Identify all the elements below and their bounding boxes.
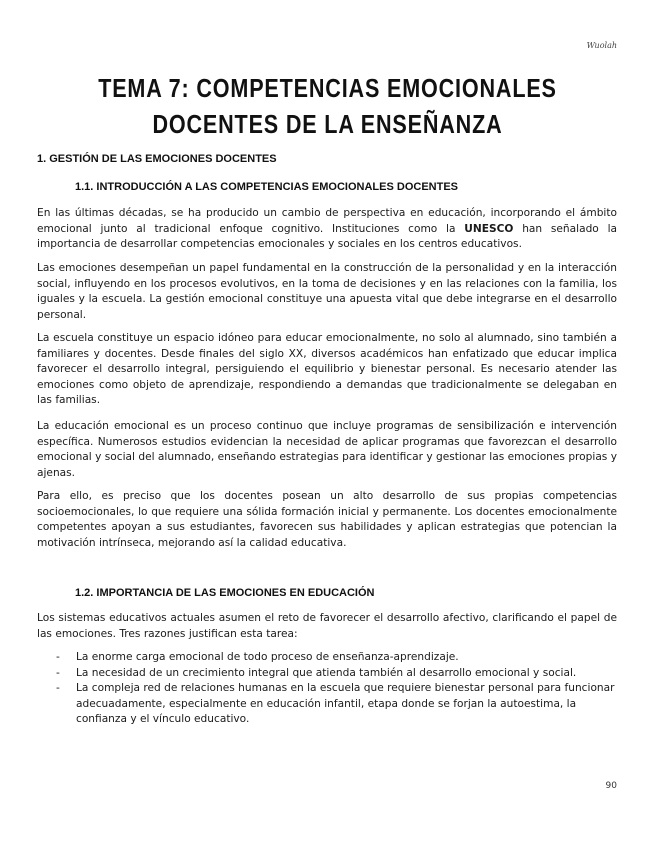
list-item-text: La compleja red de relaciones humanas en la escuela que requiere bienestar personal para funcionar adecuadamente, especialmente en educación infantil, etapa donde se forjan la autoestima, la confianza y el vínculo educativo.	[76, 682, 615, 726]
bullet-marker: -	[56, 682, 60, 695]
bullet-marker: -	[56, 651, 60, 663]
paragraph: Los sistemas educativos actuales asumen el reto de favorecer el desarrollo afectivo, clarificando el papel de las emociones. Tres razones justifican esta tarea:	[37, 612, 617, 640]
list-item	[56, 666, 618, 682]
paragraph: Para ello, es preciso que los docentes posean un alto desarrollo de sus propias competencias socioemocionales, lo que requiere una sólida formación inicial y permanente. Los docentes emocionalmente competentes apoyan a sus estudiantes, favorecen sus habilidades y aplican estrategias que potencian la motivación intrínseca, mejorando así la calidad educativa.	[37, 490, 617, 549]
paragraph-text: En las últimas décadas, se ha producido un cambio de perspectiva en educación, incorporando el ámbito emocional junto al tradicional enfoque cognitivo. Instituciones como la	[37, 207, 617, 235]
section-heading: 1. GESTIÓN DE LAS EMOCIONES DOCENTES	[37, 153, 277, 165]
list-item-text: La enorme carga emocional de todo proceso de enseñanza-aprendizaje.	[76, 651, 459, 663]
bullet-list	[56, 650, 618, 728]
paragraph: Las emociones desempeñan un papel fundamental en la construcción de la personalidad y en la interacción social, influyendo en los procesos evolutivos, en la toma de decisiones y en las relaciones con la familia, los iguales y la escuela. La gestión emocional constituye una apuesta vital que debe integrarse en el desarrollo personal.	[37, 262, 617, 321]
page-number: 90	[605, 781, 617, 791]
list-item-text: La necesidad de un crecimiento integral que atienda también al desarrollo emocional y social.	[76, 666, 577, 679]
list-item	[56, 681, 618, 728]
paragraph: La educación emocional es un proceso continuo que incluye programas de sensibilización e intervención específica. Numerosos estudios evidencian la necesidad de aplicar programas que favorezcan el desarrollo emocional y social del alumnado, enseñando estrategias para identificar y gestionar las emociones propias y ajenas.	[37, 420, 617, 479]
subsection-heading-importancia: 1.2. IMPORTANCIA DE LAS EMOCIONES EN EDUCACIÓN	[75, 587, 375, 599]
paragraph-text: han señalado la importancia de desarrollar competencias emocionales y sociales en los centros educativos.	[37, 222, 618, 251]
paragraph-strong-text: UNESCO	[464, 222, 514, 235]
bullet-marker: -	[56, 666, 60, 679]
page-title: TEMA 7: COMPETENCIAS EMOCIONALES DOCENTES DE LA ENSEÑANZA	[98, 73, 557, 139]
paragraph	[37, 206, 617, 253]
brand-watermark: Wuolah	[586, 41, 617, 50]
list-item	[56, 650, 618, 666]
paragraph: La escuela constituye un espacio idóneo para educar emocionalmente, no solo al alumnado, sino también a familiares y docentes. Desde finales del siglo XX, diversos académicos han enfatizado que educar implica favorecer el desarrollo integral, persiguiendo el equilibrio y bienestar personal. Es necesario atender las emociones como objeto de aprendizaje, respondiendo a demandas que tradicionalmente se delegaban en las familias.	[37, 332, 617, 407]
subsection-heading-introduccion: 1.1. INTRODUCCIÓN A LAS COMPETENCIAS EMOCIONALES DOCENTES	[75, 181, 458, 193]
